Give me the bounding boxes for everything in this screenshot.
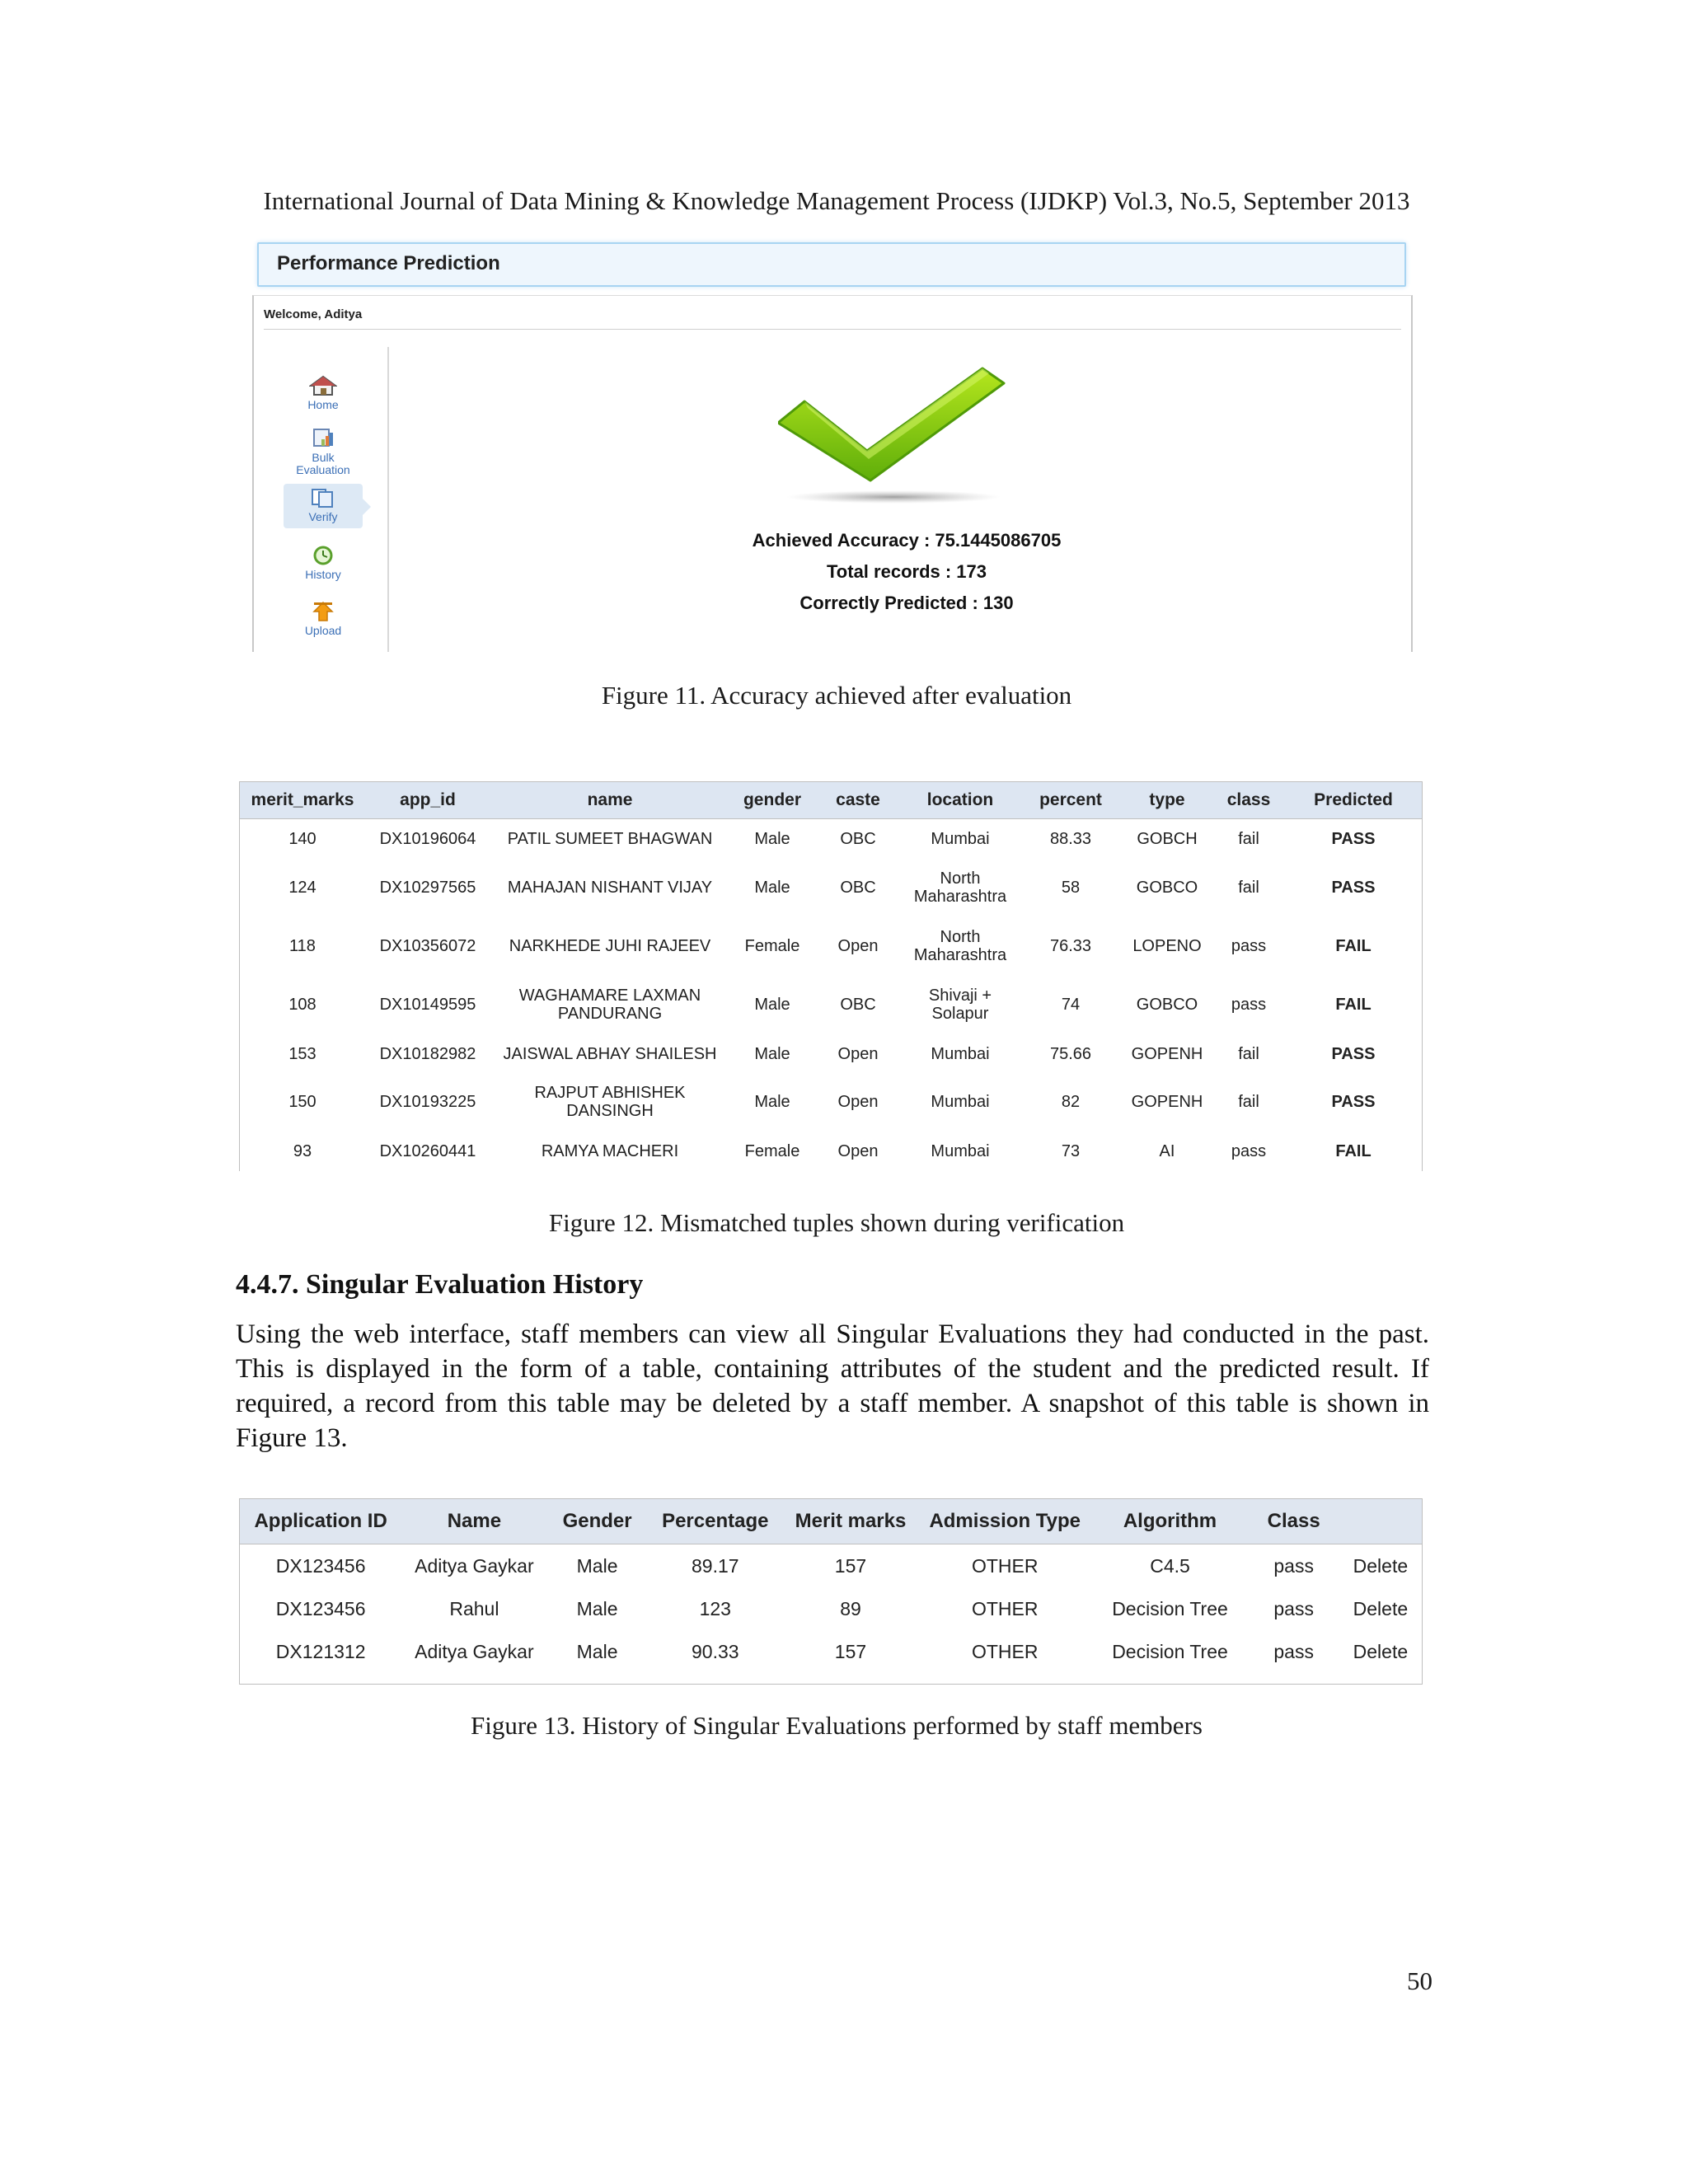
table-cell: DX10196064 [379,829,476,848]
running-header: International Journal of Data Mining & Knowledge Management Process (IJDKP) Vol.3, No.5, September 2013 [263,186,1410,215]
delete-link[interactable]: Delete [1353,1640,1409,1662]
figure-12-table [239,781,1423,1171]
sidebar-item-label: History [305,568,341,581]
sidebar-item-home[interactable] [284,375,363,411]
column-header: Predicted [1285,782,1422,819]
sidebar-item-label: Upload [304,624,342,637]
predicted-fail-cell: FAIL [1335,1141,1372,1160]
table-cell: 124 [288,878,316,897]
table-cell: DX123456 [275,1597,366,1619]
table-cell: Male [754,878,790,897]
table-cell: NARKHEDE JUHI RAJEEV [509,936,711,955]
predicted-pass-cell: PASS [1331,829,1376,848]
table-cell: 157 [834,1640,867,1662]
welcome-text: Welcome, Aditya [264,307,363,321]
table-row [240,1075,1422,1129]
table-cell: Shivaji + Solapur [928,986,992,1023]
figure-13-caption: Figure 13. History of Singular Evaluations performed by staff members [471,1711,1203,1740]
column-header [1339,1499,1422,1544]
column-header: Merit marks [783,1499,918,1544]
table-row [240,1544,1422,1588]
table-cell: 93 [293,1141,312,1160]
table-cell: fail [1238,878,1259,897]
table-cell: Mumbai [931,1141,990,1160]
total-records-text: Total records : 173 [827,561,987,582]
sidebar-item-label: Home [307,398,339,411]
table-cell: DX10149595 [379,995,476,1014]
table-cell: pass [1231,1141,1267,1160]
app-title-bar [257,242,1406,287]
table-row [240,916,1422,976]
column-header: Name [401,1499,546,1544]
table-cell: DX10193225 [379,1092,476,1111]
table-cell: 58 [1061,878,1081,897]
table-cell: OTHER [971,1554,1039,1577]
table-cell: pass [1231,936,1267,955]
table-cell: 118 [289,936,316,955]
table-cell: GOBCO [1136,878,1198,897]
accuracy-text: Achieved Accuracy : 75.1445086705 [752,530,1062,551]
table-cell: 88.33 [1049,829,1092,848]
column-header: name [490,782,729,819]
table-cell: 140 [288,829,316,848]
table-cell: JAISWAL ABHAY SHAILESH [503,1044,717,1063]
section-heading: 4.4.7. Singular Evaluation History [236,1269,644,1300]
table-cell: C4.5 [1150,1554,1190,1577]
sidebar-item-label: Verify [308,510,338,523]
sidebar-item-label: Bulk Evaluation [296,451,350,476]
table-cell: Rahul [449,1597,499,1619]
column-header: merit_marks [240,782,365,819]
table-cell: DX10356072 [379,936,476,955]
figure-11-screenshot [244,237,1419,651]
figure-13-table [239,1498,1423,1685]
table-cell: Male [576,1597,618,1619]
table-cell: 123 [699,1597,731,1619]
column-header: Algorithm [1091,1499,1248,1544]
table-cell: Male [576,1554,618,1577]
table-cell: GOBCO [1136,995,1198,1014]
table-cell: Aditya Gaykar [415,1554,534,1577]
table-cell: Open [837,1092,879,1111]
table-cell: North Maharashtra [913,927,1007,964]
predicted-pass-cell: PASS [1331,878,1376,897]
table-cell: LOPENO [1132,936,1202,955]
table-cell: Open [837,1141,879,1160]
bulk-evaluation-icon [309,428,337,449]
table-cell: 82 [1061,1092,1081,1111]
app-title: Performance Prediction [277,252,500,274]
column-header: type [1122,782,1212,819]
table-cell: Mumbai [931,1044,990,1063]
sidebar-item-verify[interactable] [284,484,363,528]
correctly-predicted-text: Correctly Predicted : 130 [799,593,1014,613]
active-indicator-arrow [363,499,371,515]
table-cell: 73 [1061,1141,1081,1160]
predicted-pass-cell: PASS [1331,1092,1376,1111]
table-cell: RAJPUT ABHISHEK DANSINGH [534,1083,686,1120]
table-header-row [240,782,1422,819]
column-header: percent [1020,782,1122,819]
table-cell: fail [1238,1044,1259,1063]
home-icon [309,375,337,396]
table-row [240,859,1422,916]
column-header: Gender [547,1499,648,1544]
table-cell: 75.66 [1049,1044,1092,1063]
delete-link[interactable]: Delete [1353,1554,1409,1577]
table-cell: Male [754,995,790,1014]
table-cell: DX123456 [275,1554,366,1577]
column-header: class [1212,782,1285,819]
predicted-fail-cell: FAIL [1335,936,1372,955]
table-cell: OTHER [971,1640,1039,1662]
table-cell: Open [837,936,879,955]
table-cell: fail [1238,1092,1259,1111]
table-cell: Female [744,936,800,955]
table-row [240,1033,1422,1075]
table-row [240,819,1422,859]
table-cell: Aditya Gaykar [415,1640,534,1662]
table-cell: 153 [288,1044,316,1063]
table-row [240,976,1422,1033]
upload-icon [309,601,337,622]
column-header: Percentage [648,1499,783,1544]
table-cell: RAMYA MACHERI [541,1141,679,1160]
table-cell: pass [1231,995,1267,1014]
predicted-fail-cell: FAIL [1335,995,1372,1014]
table-cell: 157 [834,1554,867,1577]
column-header: location [901,782,1020,819]
table-cell: 89 [840,1597,861,1619]
table-cell: 89.17 [691,1554,739,1577]
table-cell: Mumbai [931,829,990,848]
predicted-pass-cell: PASS [1331,1044,1376,1063]
verify-icon [309,487,337,509]
table-cell: AI [1159,1141,1175,1160]
table-cell: Male [754,1044,790,1063]
table-cell: Male [754,1092,790,1111]
app-body [252,295,1413,652]
column-header: caste [815,782,901,819]
body-paragraph: Using the web interface, staff members can view all Singular Evaluations they had conducted in the past. This is displayed in the form of a table, containing attributes of the student and the predicted result. If required, a record from this table may be deleted by a staff member. A snapshot of this table is shown in Figure 13. [236,1319,1429,1453]
sidebar-item-bulk-evaluation[interactable] [284,428,363,476]
table-cell: MAHAJAN NISHANT VIJAY [507,878,713,897]
figure-11-caption: Figure 11. Accuracy achieved after evaluation [601,681,1072,710]
table-cell: GOPENH [1131,1044,1203,1063]
table-cell: pass [1273,1640,1314,1662]
figure-12-caption: Figure 12. Mismatched tuples shown during verification [548,1208,1125,1237]
sidebar-divider [387,347,389,652]
table-cell: DX10260441 [379,1141,476,1160]
table-cell: North Maharashtra [913,869,1007,906]
table-cell: 90.33 [691,1640,739,1662]
table-cell: OTHER [971,1597,1039,1619]
table-cell: Female [744,1141,800,1160]
table-cell: Male [576,1640,618,1662]
table-cell: Decision Tree [1112,1597,1228,1619]
table-row [240,1129,1422,1174]
table-cell: WAGHAMARE LAXMAN PANDURANG [518,986,701,1023]
table-cell: Mumbai [931,1092,990,1111]
column-header: gender [729,782,815,819]
table-cell: 108 [288,995,316,1014]
delete-link[interactable]: Delete [1353,1597,1409,1619]
table-cell: OBC [840,878,876,897]
table-cell: Open [837,1044,879,1063]
table-cell: DX10297565 [379,878,476,897]
table-row [240,1587,1422,1630]
table-cell: 74 [1061,995,1081,1014]
table-cell: pass [1273,1597,1314,1619]
table-row [240,1630,1422,1673]
table-cell: 150 [288,1092,316,1111]
history-icon [309,545,337,566]
table-cell: DX121312 [275,1640,366,1662]
table-cell: GOPENH [1131,1092,1203,1111]
table-cell: pass [1273,1554,1314,1577]
page-number: 50 [1407,1966,1432,1995]
table-cell: DX10182982 [379,1044,476,1063]
table-cell: GOBCH [1137,829,1198,848]
table-cell: OBC [840,995,876,1014]
success-checkmark-icon [778,365,1017,505]
table-header-row [240,1499,1422,1544]
table-cell: Decision Tree [1112,1640,1228,1662]
table-cell: 76.33 [1049,936,1092,955]
column-header: Application ID [240,1499,401,1544]
sidebar-item-upload[interactable] [284,601,363,637]
table-cell: OBC [840,829,876,848]
column-header: app_id [365,782,490,819]
column-header: Class [1249,1499,1339,1544]
sidebar-item-history[interactable] [284,545,363,581]
table-cell: PATIL SUMEET BHAGWAN [507,829,713,848]
welcome-divider [264,329,1401,330]
table-cell: fail [1238,829,1259,848]
column-header: Admission Type [918,1499,1091,1544]
table-cell: Male [754,829,790,848]
